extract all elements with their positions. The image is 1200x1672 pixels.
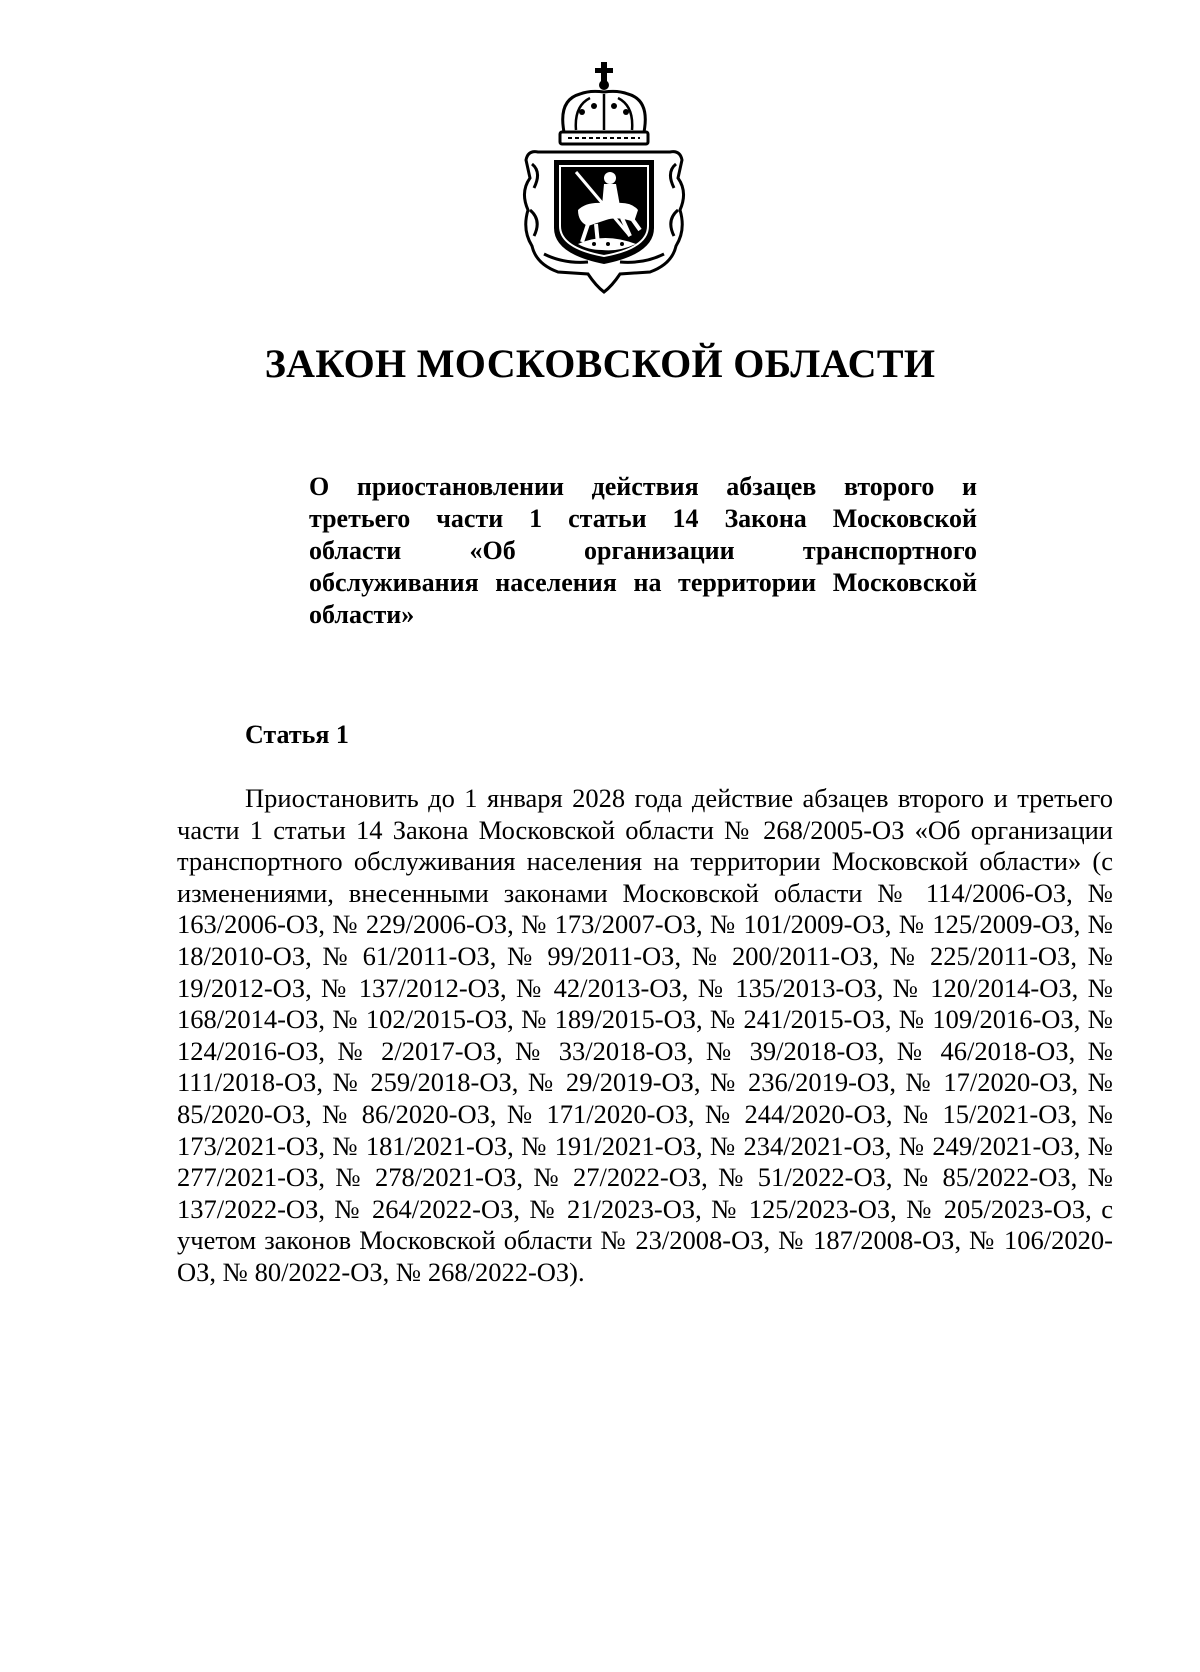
law-subject: О приостановлении действия абзацев второго и третьего части 1 статьи 14 Закона Московской области «Об организации транспортного обслуживания населения на территории Московской области» (309, 472, 977, 629)
document-title: ЗАКОН МОСКОВСКОЙ ОБЛАСТИ (264, 341, 936, 386)
article-body: Приостановить до 1 января 2028 года действие абзацев второго и третьего части 1 статьи 14 Закона Московской области № 268/2005-ОЗ «Об организации транспортного обслуживания населения на территории Московской области» (с изменениями, внесенными законами Московской области № 114/2006-ОЗ, № 163/2006-ОЗ, № 229/2006-ОЗ, № 173/2007-ОЗ, № 101/2009-ОЗ, № 125/2009-ОЗ, № 18/2010-ОЗ, № 61/2011-ОЗ, № 99/2011-ОЗ, № 200/2011-ОЗ, № 225/2011-ОЗ, № 19/2012-ОЗ, № 137/2012-ОЗ, № 42/2013-ОЗ, № 135/2013-ОЗ, № 120/2014-ОЗ, № 168/2014-ОЗ, № 102/2015-ОЗ, № 189/2015-ОЗ, № 241/2015-ОЗ, № 109/2016-ОЗ, № 124/2016-ОЗ, № 2/2017-ОЗ, № 33/2018-ОЗ, № 39/2018-ОЗ, № 46/2018-ОЗ, № 111/2018-ОЗ, № 259/2018-ОЗ, № 29/2019-ОЗ, № 236/2019-ОЗ, № 17/2020-ОЗ, № 85/2020-ОЗ, № 86/2020-ОЗ, № 171/2020-ОЗ, № 244/2020-ОЗ, № 15/2021-ОЗ, № 173/2021-ОЗ, № 181/2021-ОЗ, № 191/2021-ОЗ, № 234/2021-ОЗ, № 249/2021-ОЗ, № 277/2021-ОЗ, № 278/2021-ОЗ, № 27/2022-ОЗ, № 51/2022-ОЗ, № 85/2022-ОЗ, № 137/2022-ОЗ, № 264/2022-ОЗ, № 21/2023-ОЗ, № 125/2023-ОЗ, № 205/2023-ОЗ, с учетом законов Московской области № 23/2008-ОЗ, № 187/2008-ОЗ, № 106/2020-ОЗ, № 80/2022-ОЗ, № 268/2022-ОЗ). (177, 783, 1113, 1287)
article-heading: Статья 1 (245, 720, 349, 749)
coat-of-arms-icon (518, 60, 690, 296)
